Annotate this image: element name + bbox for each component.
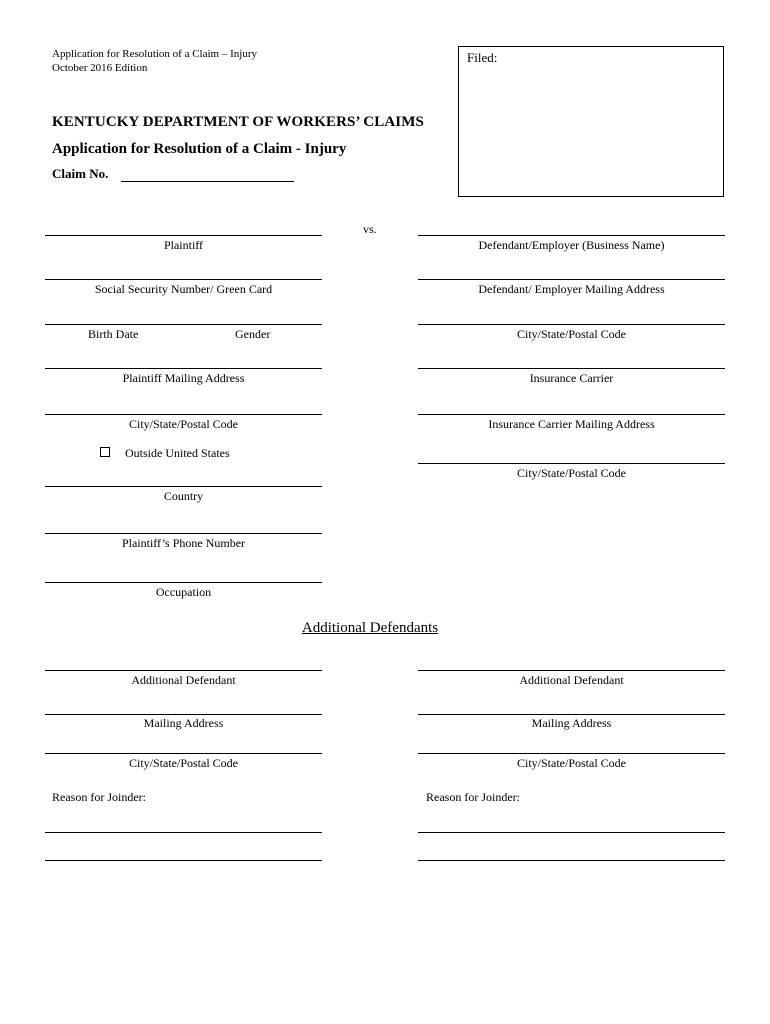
carrier-address-field[interactable] [418, 414, 725, 415]
employer-city-field[interactable] [418, 324, 725, 325]
additional-defendants-title: Additional Defendants [301, 620, 439, 636]
reason-joinder-right-label: Reason for Joinder: [426, 790, 520, 804]
ssn-field[interactable] [45, 279, 322, 280]
claim-no-label: Claim No. [52, 166, 109, 181]
plaintiff-field[interactable] [45, 235, 322, 236]
gender-label: Gender [235, 327, 271, 341]
outside-us-checkbox[interactable] [100, 447, 110, 457]
add-city-right-label: City/State/Postal Code [516, 756, 626, 770]
reason-right-line-2[interactable] [418, 860, 725, 861]
vs-label: vs. [363, 222, 377, 236]
occupation-label: Occupation [155, 585, 212, 599]
add-mailing-right-field[interactable] [418, 714, 725, 715]
carrier-city-field[interactable] [418, 463, 725, 464]
carrier-city-label: City/State/Postal Code [516, 466, 626, 480]
add-mailing-left-field[interactable] [45, 714, 322, 715]
carrier-address-label: Insurance Carrier Mailing Address [488, 417, 655, 431]
add-city-left-label: City/State/Postal Code [128, 756, 238, 770]
insurance-carrier-field[interactable] [418, 368, 725, 369]
reason-right-line-1[interactable] [418, 832, 725, 833]
country-label: Country [163, 489, 204, 503]
employer-city-label: City/State/Postal Code [516, 327, 626, 341]
agency-title: KENTUCKY DEPARTMENT OF WORKERS’ CLAIMS [52, 114, 424, 130]
add-defendant-left-field[interactable] [45, 670, 322, 671]
reason-left-line-2[interactable] [45, 860, 322, 861]
plaintiff-city-label: City/State/Postal Code [128, 417, 238, 431]
insurance-carrier-label: Insurance Carrier [529, 371, 614, 385]
add-mailing-right-label: Mailing Address [531, 716, 612, 730]
employer-address-label: Defendant/ Employer Mailing Address [478, 282, 665, 296]
country-field[interactable] [45, 486, 322, 487]
claim-no-field[interactable] [121, 167, 294, 182]
plaintiff-label: Plaintiff [163, 238, 204, 252]
reason-joinder-left-label: Reason for Joinder: [52, 790, 146, 804]
add-defendant-left-label: Additional Defendant [131, 673, 236, 687]
employer-field[interactable] [418, 235, 725, 236]
plaintiff-address-field[interactable] [45, 368, 322, 369]
plaintiff-address-label: Plaintiff Mailing Address [122, 371, 245, 385]
occupation-field[interactable] [45, 582, 322, 583]
ssn-label: Social Security Number/ Green Card [94, 282, 273, 296]
plaintiff-city-field[interactable] [45, 414, 322, 415]
birth-gender-field[interactable] [45, 324, 322, 325]
employer-label: Defendant/Employer (Business Name) [478, 238, 665, 252]
outside-us-label: Outside United States [125, 446, 230, 460]
add-city-left-field[interactable] [45, 753, 322, 754]
add-mailing-left-label: Mailing Address [143, 716, 224, 730]
add-city-right-field[interactable] [418, 753, 725, 754]
filed-box[interactable] [458, 46, 724, 197]
filed-label: Filed: [467, 50, 498, 65]
form-edition: October 2016 Edition [52, 62, 148, 74]
phone-field[interactable] [45, 533, 322, 534]
form-title-line: Application for Resolution of a Claim – Injury [52, 48, 257, 60]
form-title: Application for Resolution of a Claim - Injury [52, 141, 347, 157]
reason-left-line-1[interactable] [45, 832, 322, 833]
add-defendant-right-field[interactable] [418, 670, 725, 671]
employer-address-field[interactable] [418, 279, 725, 280]
phone-label: Plaintiff’s Phone Number [121, 536, 246, 550]
birth-date-label: Birth Date [88, 327, 139, 341]
add-defendant-right-label: Additional Defendant [519, 673, 624, 687]
